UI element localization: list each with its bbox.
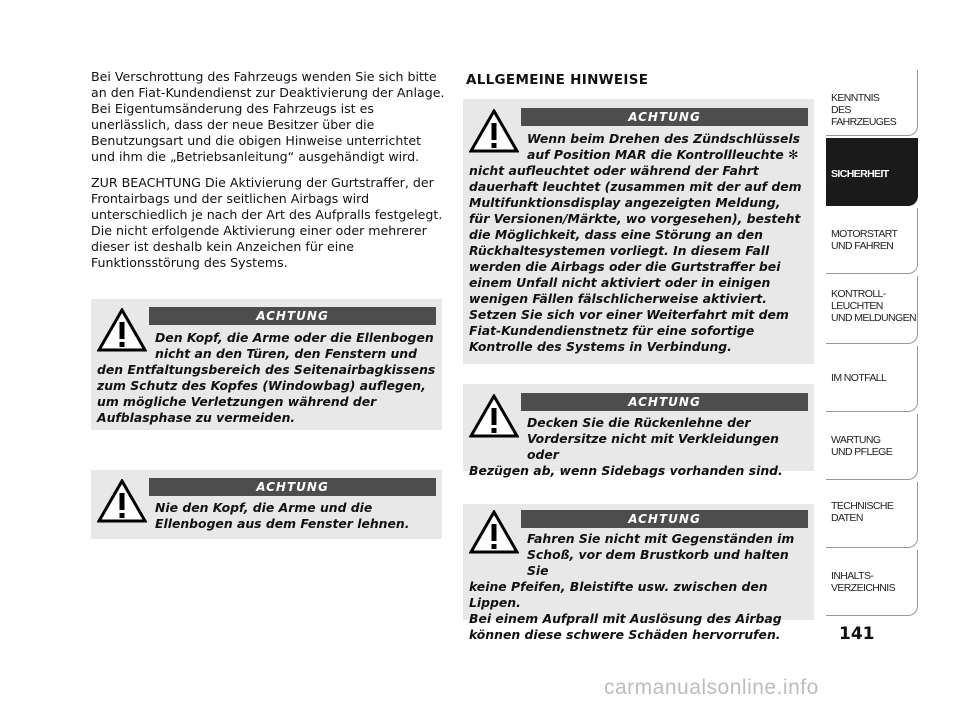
warning-text: Fahren Sie nicht mit Gegenständen im Schoß, vor dem Brustkorb und halten Sie keine Pfeifen, Bleistifte usw. zwischen den Lippen. Bei einem Aufprall mit Auslösung des Airbag können diese schwere Schäden hervorrufen. [469, 531, 795, 642]
chapter-tab-wartung[interactable]: WARTUNG UND PFLEGE [826, 414, 918, 480]
warning-label: ACHTUNG [521, 510, 808, 528]
warning-text: Decken Sie die Rückenlehne der Vordersitze nicht mit Verkleidungen oder Bezügen ab, wenn Sidebags vorhanden sind. [469, 415, 783, 478]
warning-box-head-arms [91, 299, 442, 430]
chapter-tab-inhaltsverzeichnis[interactable]: INHALTS- VERZEICHNIS [826, 550, 918, 616]
warning-box-indicator [463, 99, 814, 364]
chapter-tab-motorstart[interactable]: MOTORSTART UND FAHREN [826, 208, 918, 274]
chapter-tab-im-notfall[interactable]: IM NOTFALL [826, 346, 918, 412]
warning-label: ACHTUNG [149, 478, 436, 496]
chapter-tab-technische-daten[interactable]: TECHNISCHE DATEN [826, 482, 918, 548]
warning-label: ACHTUNG [149, 307, 436, 325]
warning-text: Den Kopf, die Arme oder die Ellenbogen nicht an den Türen, den Fenstern und den Entfaltungsbereich des Seitenairbagkissens zum Schutz des Kopfes (Windowbag) auflegen, um mögliche Verletzungen während der Aufblasphase zu vermeiden. [97, 330, 436, 425]
chapter-tab-sicherheit[interactable]: SICHERHEIT [826, 138, 918, 206]
warning-label: ACHTUNG [521, 393, 808, 411]
section-heading: ALLGEMEINE HINWEISE [466, 72, 649, 88]
note-paragraph: ZUR BEACHTUNG Die Aktivierung der Gurtstraffer, der Frontairbags und der seitlichen Airbags wird unterschiedlich je nach der Art des Aufpralls festgelegt. Die nicht erfolgende Aktivierung einer oder mehrerer dieser ist deshalb kein Anzeichen für eine Funktionsstörung des Systems. [91, 175, 443, 270]
chapter-tab-kontrollleuchten[interactable]: KONTROLL- LEUCHTEN UND MELDUNGEN [826, 276, 918, 344]
disposal-paragraph: Bei Verschrottung des Fahrzeugs wenden Sie sich bitte an den Fiat-Kundendienst zur Deaktivierung der Anlage. Bei Eigentumsänderung des Fahrzeugs ist es unerlässlich, dass der neue Besitzer über die Benutzungsart und die obigen Hinweise unterrichtet und ihm die „Betriebsanleitung“ ausgehändigt wird. [91, 69, 445, 164]
warning-box-window [91, 470, 442, 539]
warning-text: Nie den Kopf, die Arme und die Ellenbogen aus dem Fenster lehnen. [155, 500, 410, 531]
warning-text: Wenn beim Drehen des Zündschlüssels auf Position MAR die Kontrollleuchte ✻ nicht aufleuchtet oder während der Fahrt dauerhaft leuchtet (zusammen mit der auf dem Multifunktionsdisplay angezeigten Meldung, für Versionen/Märkte, wo vorgesehen), besteht die Möglichkeit, dass eine Störung an den Rückhaltesystemen vorliegt. In diesem Fall werden die Airbags oder die Gurtstraffer bei einem Unfall nicht aktiviert oder in einigen wenigen Fällen fälschlicherweise aktiviert. Setzen Sie sich vor einer Weiterfahrt mit dem Fiat-Kundendienstnetz für eine sofortige Kontrolle des Systems in Verbindung. [469, 131, 802, 354]
warning-box-seat-covers [463, 384, 814, 478]
warning-label: ACHTUNG [521, 108, 808, 126]
watermark: carmanualsonline.info [604, 676, 819, 699]
warning-box-objects [463, 504, 814, 642]
left-text-column [91, 69, 446, 281]
page-number: 141 [839, 624, 875, 644]
chapter-tab-kenntnis[interactable]: KENNTNIS DES FAHRZEUGES [826, 70, 918, 136]
